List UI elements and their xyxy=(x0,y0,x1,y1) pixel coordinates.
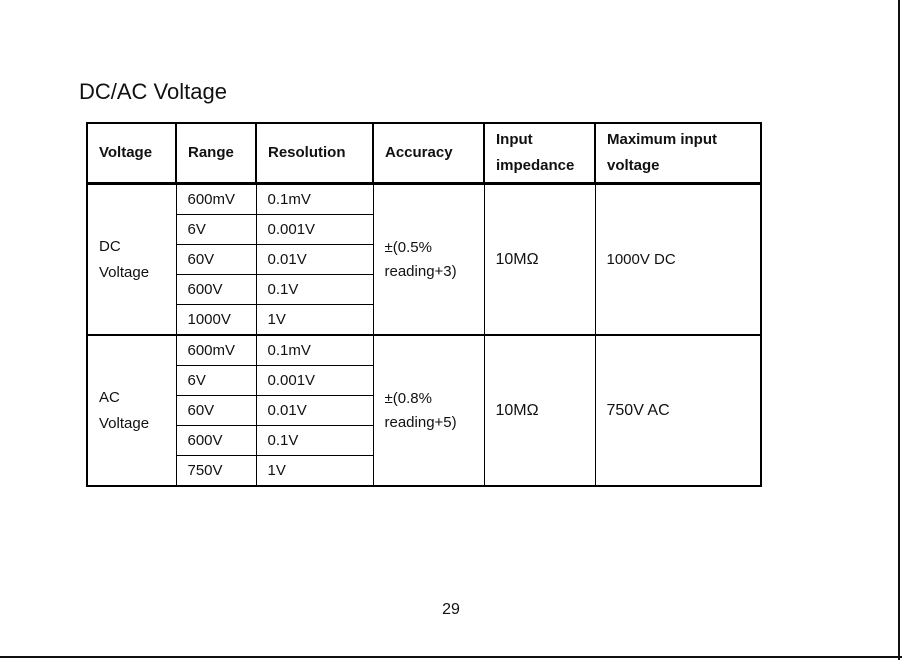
dc-input-impedance-cell: 10MΩ xyxy=(484,184,595,336)
dc-voltage-label xyxy=(87,184,176,336)
range-cell: 600mV xyxy=(176,335,256,366)
table-row xyxy=(87,335,761,366)
dc-label-line1: DC xyxy=(99,237,121,255)
voltage-spec-table xyxy=(86,122,762,487)
range-cell: 1000V xyxy=(176,305,256,336)
section-title: DC/AC Voltage xyxy=(79,79,227,104)
header-input-impedance xyxy=(484,123,595,184)
header-accuracy: Accuracy xyxy=(373,123,484,184)
range-cell: 60V xyxy=(176,245,256,275)
range-cell: 600V xyxy=(176,426,256,456)
range-cell: 600mV xyxy=(176,184,256,215)
header-max-input-line2: voltage xyxy=(607,157,660,174)
resolution-cell: 0.001V xyxy=(256,215,373,245)
ac-input-impedance-cell: 10MΩ xyxy=(484,335,595,486)
ac-accuracy-line1: ±(0.8% xyxy=(384,389,432,407)
ac-accuracy-cell xyxy=(373,335,484,486)
ac-accuracy-line2: reading+5) xyxy=(384,413,457,431)
dc-accuracy-cell xyxy=(373,184,484,336)
page-bottom-border xyxy=(0,656,902,658)
dc-accuracy-line1: ±(0.5% xyxy=(384,238,432,256)
resolution-cell: 0.1V xyxy=(256,426,373,456)
range-cell: 60V xyxy=(176,396,256,426)
header-input-impedance-line1: Input xyxy=(496,131,533,148)
page-number: 29 xyxy=(442,601,460,618)
table-header-row xyxy=(87,123,761,184)
resolution-cell: 1V xyxy=(256,305,373,336)
table-row xyxy=(87,184,761,215)
resolution-cell: 0.01V xyxy=(256,396,373,426)
header-range: Range xyxy=(176,123,256,184)
range-cell: 750V xyxy=(176,456,256,487)
dc-label-line2: Voltage xyxy=(99,263,150,281)
dc-max-input-cell: 1000V DC xyxy=(595,184,761,336)
range-cell: 6V xyxy=(176,215,256,245)
header-input-impedance-line2: impedance xyxy=(496,157,575,174)
resolution-cell: 0.1mV xyxy=(256,335,373,366)
ac-voltage-label xyxy=(87,335,176,486)
resolution-cell: 0.01V xyxy=(256,245,373,275)
resolution-cell: 0.1mV xyxy=(256,184,373,215)
ac-max-input-cell: 750V AC xyxy=(595,335,761,486)
ac-label-line2: Voltage xyxy=(99,414,150,432)
header-voltage: Voltage xyxy=(87,123,176,184)
page-right-border xyxy=(898,0,900,660)
dc-accuracy-line2: reading+3) xyxy=(384,262,457,280)
range-cell: 600V xyxy=(176,275,256,305)
resolution-cell: 1V xyxy=(256,456,373,487)
header-resolution: Resolution xyxy=(256,123,373,184)
resolution-cell: 0.1V xyxy=(256,275,373,305)
resolution-cell: 0.001V xyxy=(256,366,373,396)
header-max-input-line1: Maximum input xyxy=(607,131,718,148)
header-max-input xyxy=(595,123,761,184)
ac-label-line1: AC xyxy=(99,388,120,406)
range-cell: 6V xyxy=(176,366,256,396)
